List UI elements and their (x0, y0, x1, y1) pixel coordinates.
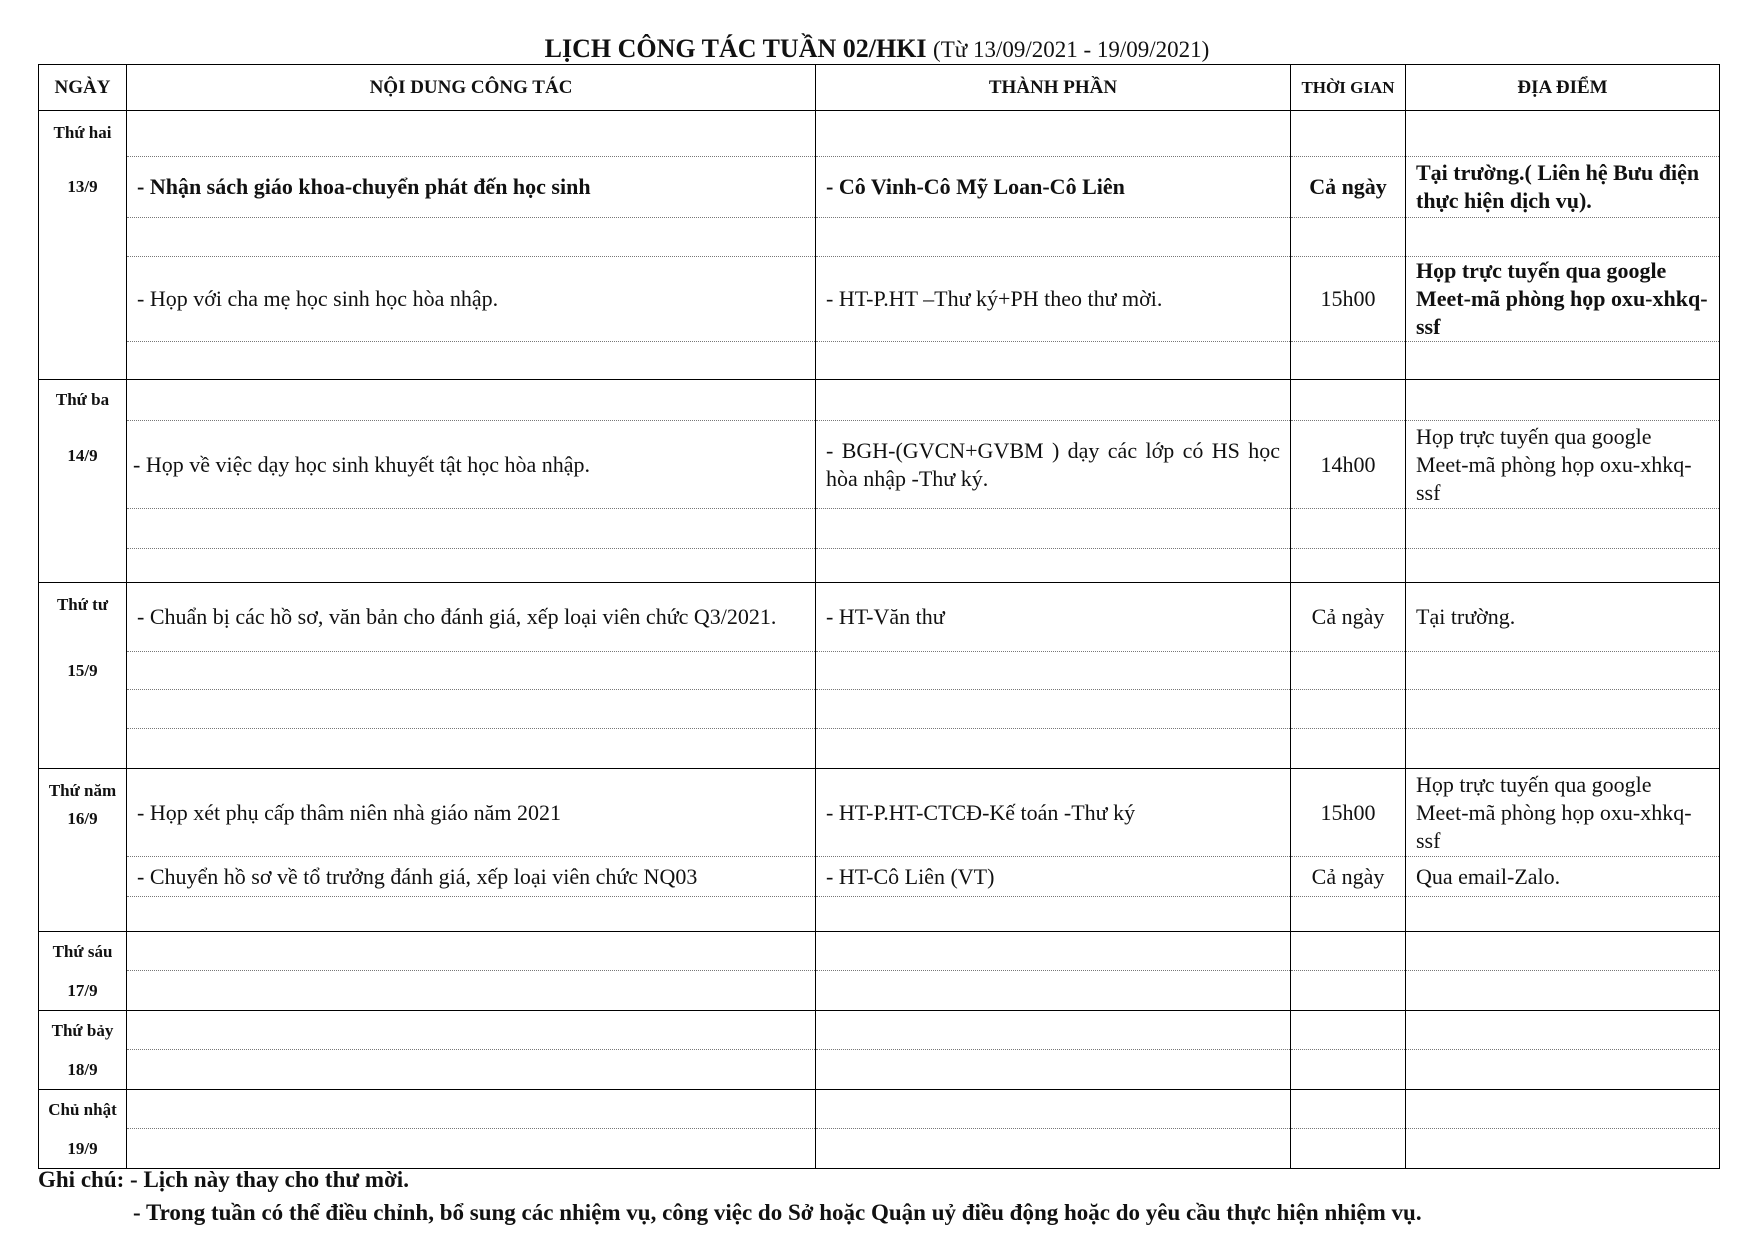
table-row (39, 690, 1720, 729)
day-cell-monday (39, 111, 127, 380)
content-cell (127, 1050, 816, 1090)
day-name: Thứ năm (48, 781, 117, 800)
day-date: 14/9 (67, 446, 98, 465)
participants-cell (816, 652, 1291, 690)
title-main: LỊCH CÔNG TÁC TUẦN 02/HKI (544, 34, 927, 63)
title-date-range: (Từ 13/09/2021 - 19/09/2021) (933, 37, 1210, 62)
participants-cell (816, 729, 1291, 769)
participants-cell (816, 342, 1291, 380)
day-date: 15/9 (67, 661, 98, 680)
place-cell: Tại trường. (1406, 583, 1720, 652)
content-cell: - Chuyển hồ sơ về tổ trưởng đánh giá, xếp loại viên chức NQ03 (127, 857, 816, 897)
participants-cell (816, 218, 1291, 257)
table-row (39, 652, 1720, 690)
day-date: 17/9 (67, 980, 98, 1000)
place-cell (1406, 549, 1720, 583)
time-cell (1291, 1090, 1406, 1129)
participants-cell (816, 1050, 1291, 1090)
day-cell-tuesday (39, 380, 127, 583)
header-row (39, 65, 1720, 111)
place-cell: Họp trực tuyến qua google Meet-mã phòng họp oxu-xhkq-ssf (1406, 421, 1720, 509)
day-cell-thursday (39, 769, 127, 932)
content-cell (127, 1090, 816, 1129)
place-cell (1406, 971, 1720, 1011)
time-cell (1291, 971, 1406, 1011)
time-cell (1291, 111, 1406, 157)
day-name: Chủ nhật (48, 1099, 117, 1119)
participants-cell (816, 380, 1291, 421)
header-day: NGÀY (39, 65, 127, 111)
participants-cell (816, 897, 1291, 932)
table-row (39, 971, 1720, 1011)
header-time: THỜI GIAN (1291, 65, 1406, 111)
content-cell (127, 971, 816, 1011)
place-cell (1406, 729, 1720, 769)
table-row (39, 1050, 1720, 1090)
time-cell (1291, 1050, 1406, 1090)
content-cell (127, 897, 816, 932)
participants-cell: - HT-Cô Liên (VT) (816, 857, 1291, 897)
content-cell (127, 380, 816, 421)
time-cell (1291, 652, 1406, 690)
place-cell (1406, 509, 1720, 549)
place-cell (1406, 1129, 1720, 1169)
time-cell: Cả ngày (1291, 857, 1406, 897)
participants-cell: - HT-Văn thư (816, 583, 1291, 652)
table-row (39, 509, 1720, 549)
place-cell: Tại trường.( Liên hệ Bưu điện thực hiện dịch vụ). (1406, 157, 1720, 218)
time-cell: 15h00 (1291, 769, 1406, 857)
table-row (39, 218, 1720, 257)
content-cell (127, 342, 816, 380)
schedule-table (38, 64, 1720, 1169)
table-row (39, 857, 1720, 897)
place-cell (1406, 218, 1720, 257)
notes-text-2: - Trong tuần có thể điều chỉnh, bổ sung các nhiệm vụ, công việc do Sở hoặc Quận uỷ điều động hoặc do yêu cầu thực hiện nhiệm vụ. (133, 1200, 1422, 1225)
content-cell (127, 932, 816, 971)
place-cell (1406, 652, 1720, 690)
content-cell (127, 652, 816, 690)
participants-cell: - Cô Vinh-Cô Mỹ Loan-Cô Liên (816, 157, 1291, 218)
content-cell (127, 1011, 816, 1050)
day-date: 13/9 (67, 177, 98, 196)
content-cell: - Họp xét phụ cấp thâm niên nhà giáo năm 2021 (127, 769, 816, 857)
content-cell (127, 690, 816, 729)
table-row (39, 729, 1720, 769)
participants-cell (816, 1011, 1291, 1050)
place-cell: Họp trực tuyến qua google Meet-mã phòng họp oxu-xhkq-ssf (1406, 769, 1720, 857)
header-place: ĐỊA ĐIỂM (1406, 65, 1720, 111)
time-cell (1291, 549, 1406, 583)
header-content: NỘI DUNG CÔNG TÁC (127, 65, 816, 111)
time-cell: 14h00 (1291, 421, 1406, 509)
place-cell (1406, 380, 1720, 421)
time-cell (1291, 1011, 1406, 1050)
content-cell: - Nhận sách giáo khoa-chuyển phát đến học sinh (127, 157, 816, 218)
participants-cell (816, 1090, 1291, 1129)
content-cell: - Họp về việc dạy học sinh khuyết tật học hòa nhập. (127, 421, 816, 509)
table-row (39, 1011, 1720, 1050)
place-cell: Họp trực tuyến qua google Meet-mã phòng họp oxu-xhkq-ssf (1406, 257, 1720, 342)
table-row (39, 549, 1720, 583)
table-row (39, 111, 1720, 157)
time-cell (1291, 218, 1406, 257)
place-cell (1406, 1090, 1720, 1129)
content-cell: - Họp với cha mẹ học sinh học hòa nhập. (127, 257, 816, 342)
participants-cell (816, 509, 1291, 549)
day-name: Thứ ba (55, 390, 110, 409)
participants-cell (816, 690, 1291, 729)
place-cell: Qua email-Zalo. (1406, 857, 1720, 897)
day-cell-saturday (39, 1011, 127, 1090)
content-cell (127, 218, 816, 257)
time-cell (1291, 932, 1406, 971)
day-cell-sunday (39, 1090, 127, 1169)
place-cell (1406, 897, 1720, 932)
notes-section (38, 1163, 1422, 1229)
participants-cell: - HT-P.HT –Thư ký+PH theo thư mời. (816, 257, 1291, 342)
table-row (39, 1090, 1720, 1129)
participants-cell (816, 111, 1291, 157)
day-name: Thứ sáu (52, 941, 113, 961)
place-cell (1406, 342, 1720, 380)
day-date: 19/9 (67, 1138, 98, 1158)
notes-line-1 (38, 1163, 1422, 1196)
content-cell (127, 111, 816, 157)
participants-cell (816, 971, 1291, 1011)
time-cell (1291, 729, 1406, 769)
time-cell: Cả ngày (1291, 157, 1406, 218)
place-cell (1406, 1011, 1720, 1050)
time-cell (1291, 897, 1406, 932)
place-cell (1406, 932, 1720, 971)
table-row (39, 769, 1720, 857)
participants-cell: - HT-P.HT-CTCĐ-Kế toán -Thư ký (816, 769, 1291, 857)
day-name: Thứ tư (56, 595, 109, 614)
notes-text-1: - Lịch này thay cho thư mời. (130, 1167, 409, 1192)
time-cell: Cả ngày (1291, 583, 1406, 652)
time-cell (1291, 690, 1406, 729)
table-row (39, 380, 1720, 421)
table-row (39, 157, 1720, 218)
table-row (39, 342, 1720, 380)
time-cell (1291, 380, 1406, 421)
table-row (39, 583, 1720, 652)
time-cell: 15h00 (1291, 257, 1406, 342)
time-cell (1291, 509, 1406, 549)
table-row (39, 897, 1720, 932)
content-cell (127, 509, 816, 549)
day-cell-wednesday (39, 583, 127, 769)
header-participants: THÀNH PHẦN (816, 65, 1291, 111)
participants-cell: - BGH-(GVCN+GVBM ) dạy các lớp có HS học hòa nhập -Thư ký. (816, 421, 1291, 509)
day-date: 18/9 (67, 1059, 98, 1079)
place-cell (1406, 1050, 1720, 1090)
content-cell: - Chuẩn bị các hồ sơ, văn bản cho đánh giá, xếp loại viên chức Q3/2021. (127, 583, 816, 652)
table-row (39, 932, 1720, 971)
day-name: Thứ bảy (51, 1020, 114, 1040)
day-cell-friday (39, 932, 127, 1011)
participants-cell (816, 549, 1291, 583)
notes-label: Ghi chú: (38, 1167, 125, 1192)
time-cell (1291, 342, 1406, 380)
day-date: 16/9 (67, 809, 98, 828)
participants-cell (816, 932, 1291, 971)
day-name: Thứ hai (53, 123, 112, 142)
schedule-title (0, 34, 1754, 64)
place-cell (1406, 111, 1720, 157)
content-cell (127, 729, 816, 769)
place-cell (1406, 690, 1720, 729)
content-cell (127, 549, 816, 583)
table-row (39, 421, 1720, 509)
table-row (39, 257, 1720, 342)
